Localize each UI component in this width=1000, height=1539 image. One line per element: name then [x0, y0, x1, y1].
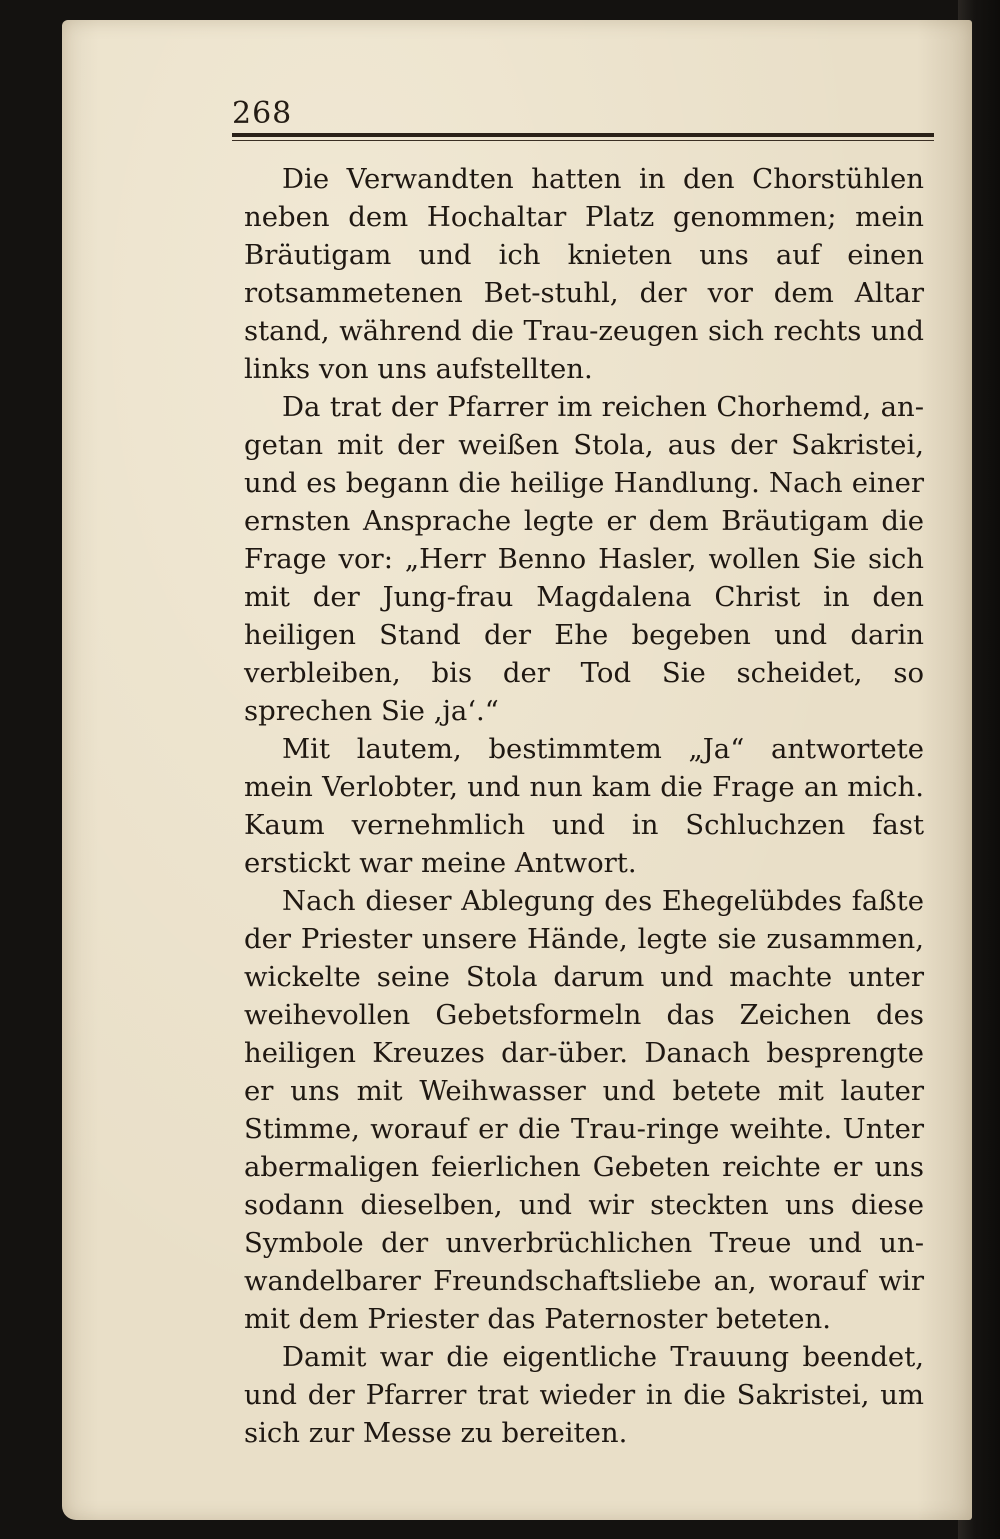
paragraph-1: Die Verwandten hatten in den Chorstühlen neben dem Hochaltar Platz genommen; mein Bräutigam und ich knieten uns auf einen rotsammetenen Bet-stuhl, der vor dem Altar stand, während die Trau-zeugen sich rechts und links von uns aufstellten.: [244, 163, 924, 385]
header-rule-thin: [232, 140, 934, 141]
paragraph-3: Mit lautem, bestimmtem „Ja“ antwortete mein Verlobter, und nun kam die Frage an mich. Kaum vernehmlich und in Schluchzen fast erstickt war meine Antwort.: [244, 733, 924, 879]
page-number: 268: [232, 96, 293, 131]
paragraph-2: Da trat der Pfarrer im reichen Chorhemd, an-getan mit der weißen Stola, aus der Sakristei, und es begann die heilige Handlung. Nach einer ernsten Ansprache legte er dem Bräutigam die Frage vor: „Herr Benno Hasler, wollen Sie sich mit der Jung-frau Magdalena Christ in den heiligen Stand der Ehe begeben und darin verbleiben, bis der Tod Sie scheidet, so sprechen Sie ‚ja‘.“: [244, 391, 924, 727]
body-text: [244, 160, 924, 1452]
paragraph-5: Damit war die eigentliche Trauung beendet, und der Pfarrer trat wieder in die Sakristei, um sich zur Messe zu bereiten.: [244, 1341, 924, 1449]
paragraph-4: Nach dieser Ablegung des Ehegelübdes faßte der Priester unsere Hände, legte sie zusammen, wickelte seine Stola darum und machte unter weihevollen Gebetsformeln das Zeichen des heiligen Kreuzes dar-über. Danach besprengte er uns mit Weihwasser und betete mit lauter Stimme, worauf er die Trau-ringe weihte. Unter abermaligen feierlichen Gebeten reichte er uns sodann dieselben, und wir steckten uns diese Symbole der unverbrüchlichen Treue und un-wandelbarer Freundschaftsliebe an, worauf wir mit dem Priester das Paternoster beteten.: [244, 885, 924, 1335]
header-rule-thick: [232, 133, 934, 137]
